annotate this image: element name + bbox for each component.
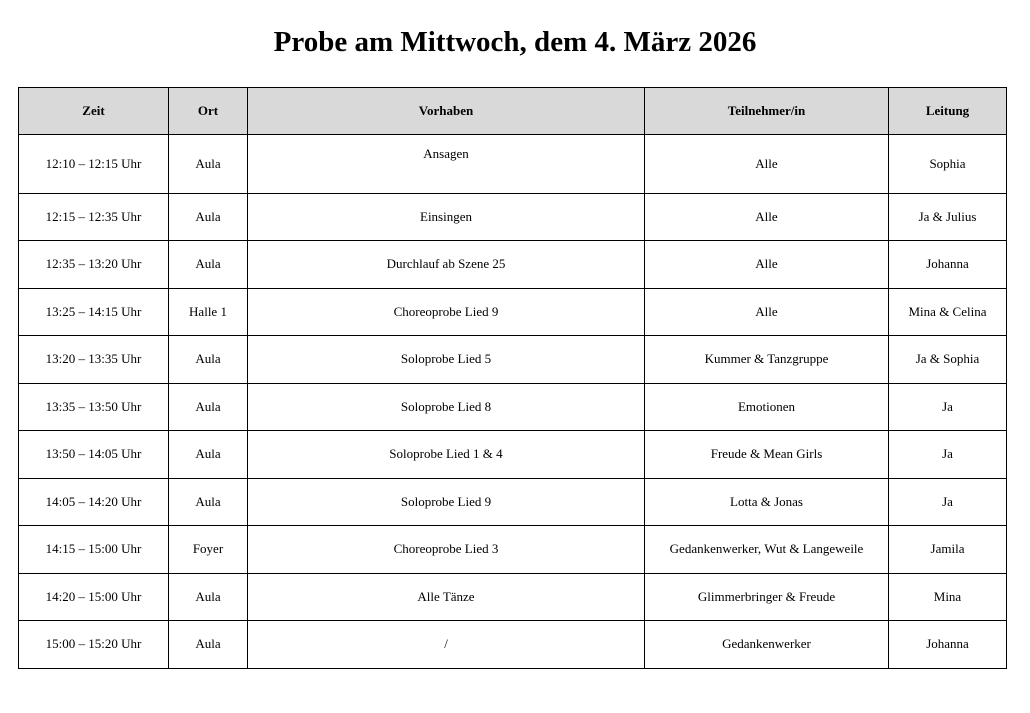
cell-teilnehmer: Alle	[645, 241, 889, 289]
cell-zeit: 14:05 – 14:20 Uhr	[19, 478, 169, 526]
cell-zeit: 12:35 – 13:20 Uhr	[19, 241, 169, 289]
cell-ort: Aula	[169, 573, 248, 621]
cell-ort: Aula	[169, 478, 248, 526]
cell-ort: Aula	[169, 241, 248, 289]
cell-leitung: Ja	[889, 431, 1007, 479]
table-row	[19, 383, 1007, 431]
table-row	[19, 135, 1007, 194]
cell-teilnehmer: Glimmerbringer & Freude	[645, 573, 889, 621]
cell-zeit: 14:20 – 15:00 Uhr	[19, 573, 169, 621]
cell-vorhaben: Alle Tänze	[248, 573, 645, 621]
table-row	[19, 288, 1007, 336]
cell-vorhaben: Soloprobe Lied 5	[248, 336, 645, 384]
cell-ort: Aula	[169, 383, 248, 431]
cell-teilnehmer: Gedankenwerker, Wut & Langeweile	[645, 526, 889, 574]
cell-teilnehmer: Freude & Mean Girls	[645, 431, 889, 479]
cell-leitung: Ja	[889, 478, 1007, 526]
table-row	[19, 336, 1007, 384]
table-row	[19, 431, 1007, 479]
cell-ort: Foyer	[169, 526, 248, 574]
cell-teilnehmer: Emotionen	[645, 383, 889, 431]
cell-vorhaben: Einsingen	[248, 193, 645, 241]
cell-zeit: 12:10 – 12:15 Uhr	[19, 135, 169, 194]
cell-vorhaben: Soloprobe Lied 1 & 4	[248, 431, 645, 479]
cell-zeit: 14:15 – 15:00 Uhr	[19, 526, 169, 574]
cell-vorhaben: Durchlauf ab Szene 25	[248, 241, 645, 289]
cell-ort: Aula	[169, 621, 248, 669]
table-header-row	[19, 88, 1007, 135]
cell-ort: Aula	[169, 336, 248, 384]
cell-zeit: 15:00 – 15:20 Uhr	[19, 621, 169, 669]
table-row	[19, 621, 1007, 669]
cell-leitung: Jamila	[889, 526, 1007, 574]
cell-vorhaben: Ansagen	[248, 135, 645, 194]
column-header-vorhaben: Vorhaben	[248, 88, 645, 135]
page-title: Probe am Mittwoch, dem 4. März 2026	[273, 26, 757, 58]
cell-teilnehmer: Alle	[645, 193, 889, 241]
cell-vorhaben: Choreoprobe Lied 3	[248, 526, 645, 574]
cell-teilnehmer: Gedankenwerker	[645, 621, 889, 669]
column-header-zeit: Zeit	[19, 88, 169, 135]
cell-zeit: 13:50 – 14:05 Uhr	[19, 431, 169, 479]
cell-leitung: Ja & Sophia	[889, 336, 1007, 384]
cell-leitung: Ja & Julius	[889, 193, 1007, 241]
cell-leitung: Johanna	[889, 241, 1007, 289]
cell-leitung: Ja	[889, 383, 1007, 431]
cell-zeit: 12:15 – 12:35 Uhr	[19, 193, 169, 241]
column-header-leitung: Leitung	[889, 88, 1007, 135]
cell-zeit: 13:25 – 14:15 Uhr	[19, 288, 169, 336]
cell-vorhaben: /	[248, 621, 645, 669]
cell-zeit: 13:35 – 13:50 Uhr	[19, 383, 169, 431]
cell-ort: Aula	[169, 135, 248, 194]
cell-ort: Aula	[169, 193, 248, 241]
cell-leitung: Mina & Celina	[889, 288, 1007, 336]
cell-leitung: Sophia	[889, 135, 1007, 194]
table-row	[19, 478, 1007, 526]
table-row	[19, 241, 1007, 289]
cell-leitung: Mina	[889, 573, 1007, 621]
column-header-teilnehmer: Teilnehmer/in	[645, 88, 889, 135]
cell-teilnehmer: Lotta & Jonas	[645, 478, 889, 526]
schedule-table	[18, 87, 1007, 669]
cell-teilnehmer: Kummer & Tanzgruppe	[645, 336, 889, 384]
cell-vorhaben: Soloprobe Lied 9	[248, 478, 645, 526]
table-row	[19, 193, 1007, 241]
cell-teilnehmer: Alle	[645, 135, 889, 194]
table-row	[19, 573, 1007, 621]
table-row	[19, 526, 1007, 574]
cell-teilnehmer: Alle	[645, 288, 889, 336]
cell-ort: Aula	[169, 431, 248, 479]
cell-leitung: Johanna	[889, 621, 1007, 669]
cell-zeit: 13:20 – 13:35 Uhr	[19, 336, 169, 384]
column-header-ort: Ort	[169, 88, 248, 135]
cell-vorhaben: Choreoprobe Lied 9	[248, 288, 645, 336]
cell-vorhaben: Soloprobe Lied 8	[248, 383, 645, 431]
cell-ort: Halle 1	[169, 288, 248, 336]
